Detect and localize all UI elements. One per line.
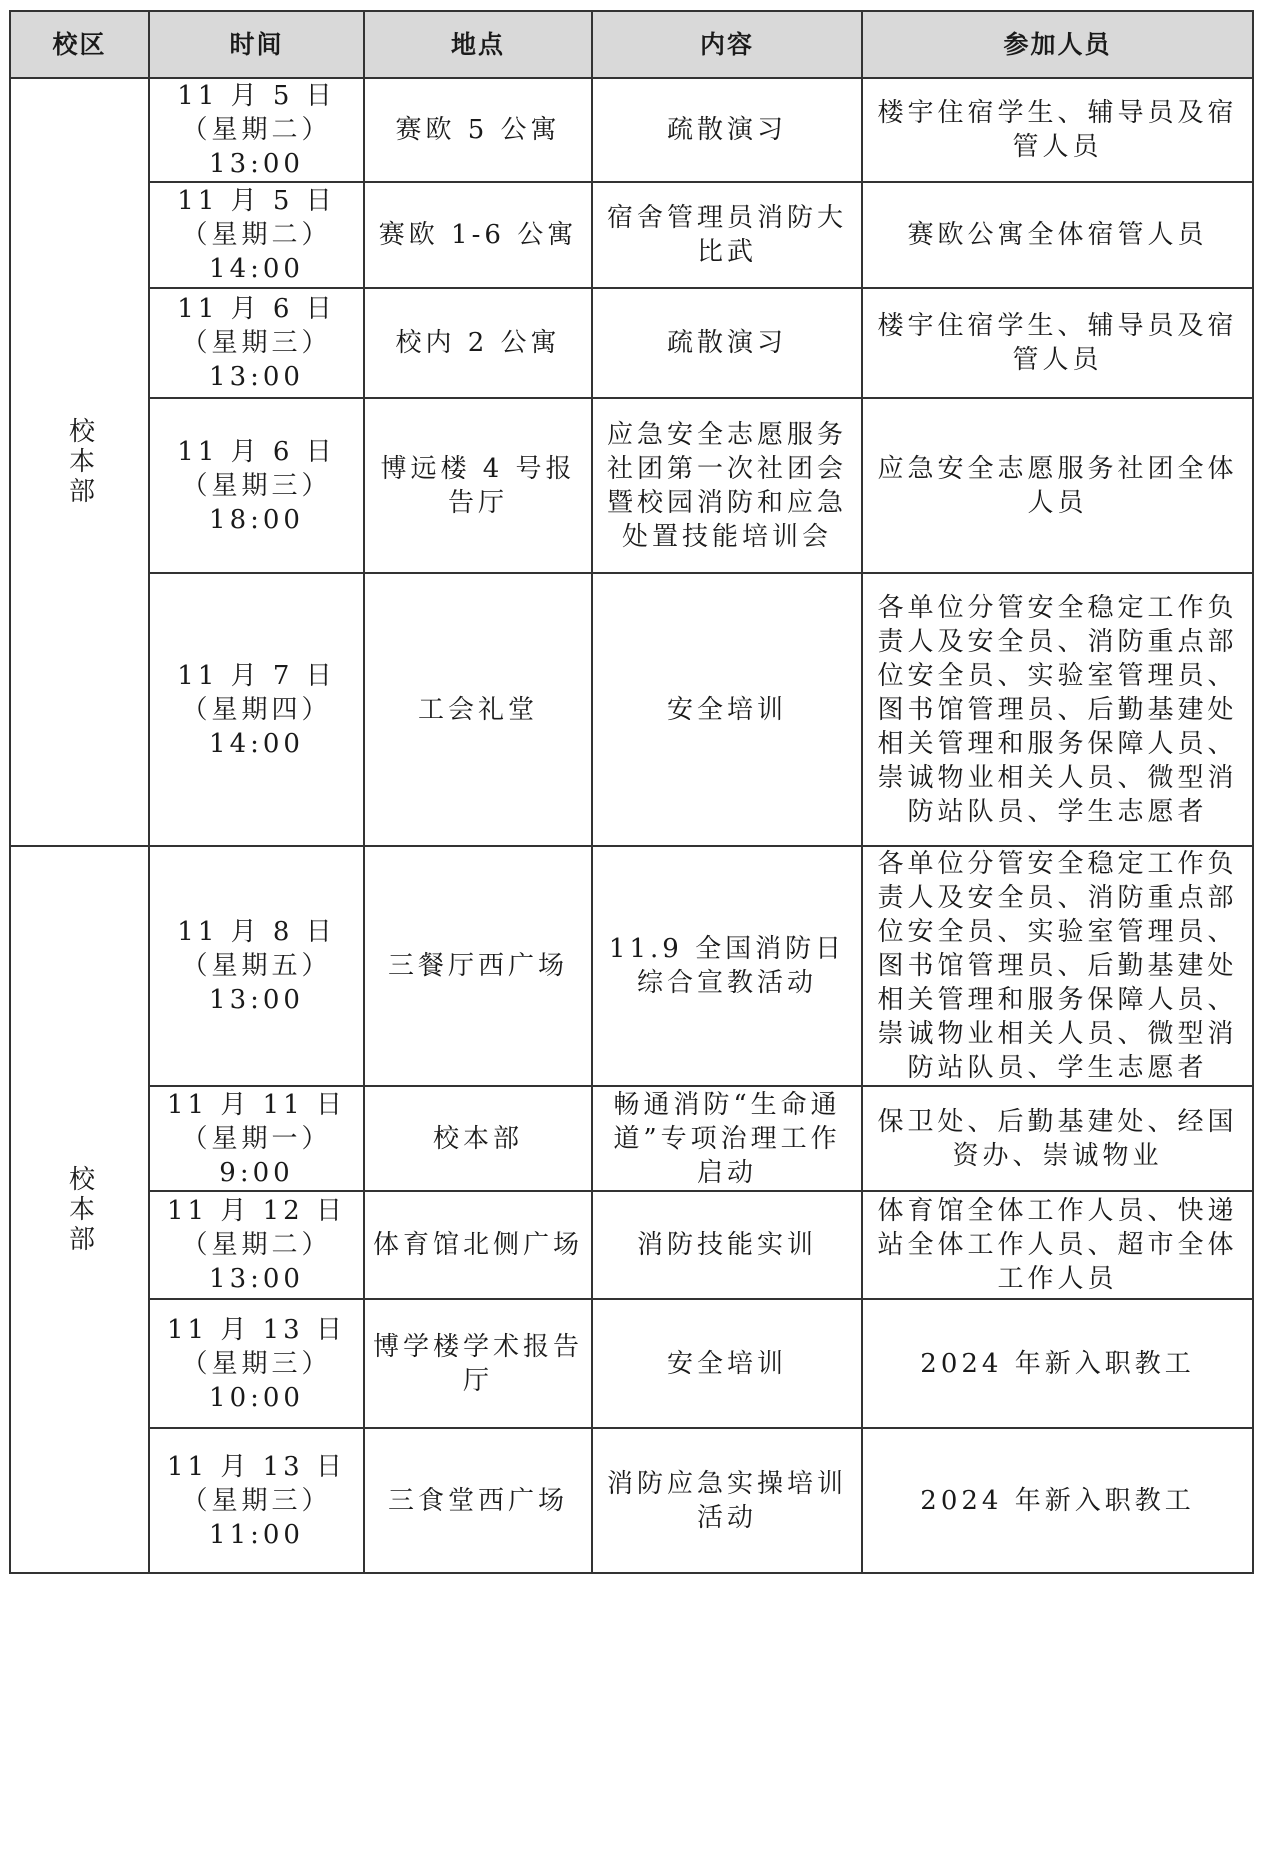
- content-cell: 11.9 全国消防日综合宣教活动: [592, 846, 862, 1086]
- date-text: 11 月 5 日: [177, 81, 336, 111]
- clock-text: 13:00: [209, 985, 304, 1015]
- content-cell: 应急安全志愿服务社团第一次社团会暨校园消防和应急处置技能培训会: [592, 398, 862, 573]
- weekday-text: （星期三）: [181, 328, 332, 358]
- content-cell: 宿舍管理员消防大比武: [592, 182, 862, 288]
- weekday-text: （星期三）: [181, 1485, 332, 1516]
- header-row: [10, 11, 1253, 78]
- people-cell: 楼宇住宿学生、辅导员及宿管人员: [862, 288, 1253, 398]
- place-cell: 校内 2 公寓: [364, 288, 592, 398]
- date-text: 11 月 13 日: [167, 1314, 346, 1345]
- time-cell: [149, 1428, 364, 1573]
- schedule-table: [9, 10, 1254, 1574]
- date-text: 11 月 13 日: [167, 1451, 346, 1482]
- time-cell: [149, 78, 364, 182]
- header-content: 内容: [592, 11, 862, 78]
- place-cell: 赛欧 5 公寓: [364, 78, 592, 182]
- place-cell: 工会礼堂: [364, 573, 592, 846]
- place-cell: 三餐厅西广场: [364, 846, 592, 1086]
- clock-text: 13:00: [209, 1264, 304, 1294]
- campus-label: 校本部: [64, 417, 95, 507]
- people-cell: 各单位分管安全稳定工作负责人及安全员、消防重点部位安全员、实验室管理员、图书馆管理员、后勤基建处相关管理和服务保障人员、崇诚物业相关人员、微型消防站队员、学生志愿者: [862, 846, 1253, 1086]
- campus-cell: [10, 846, 149, 1573]
- place-cell: 体育馆北侧广场: [364, 1191, 592, 1299]
- clock-text: 14:00: [209, 728, 304, 759]
- date-text: 11 月 6 日: [177, 436, 336, 467]
- people-cell: 2024 年新入职教工: [862, 1299, 1253, 1428]
- clock-text: 13:00: [209, 149, 304, 179]
- content-cell: 畅通消防“生命通道”专项治理工作启动: [592, 1086, 862, 1191]
- header-time: 时间: [149, 11, 364, 78]
- people-cell: 保卫处、后勤基建处、经国资办、崇诚物业: [862, 1086, 1253, 1191]
- time-cell: [149, 1299, 364, 1428]
- place-cell: 博远楼 4 号报告厅: [364, 398, 592, 573]
- date-text: 11 月 8 日: [177, 917, 336, 947]
- time-cell: [149, 398, 364, 573]
- place-cell: 三食堂西广场: [364, 1428, 592, 1573]
- table-row: [10, 1191, 1253, 1299]
- date-text: 11 月 11 日: [167, 1089, 346, 1120]
- table-row: [10, 398, 1253, 573]
- weekday-text: （星期四）: [181, 694, 332, 725]
- table-row: [10, 78, 1253, 182]
- table-row: [10, 573, 1253, 846]
- place-cell: 校本部: [364, 1086, 592, 1191]
- clock-text: 11:00: [209, 1519, 304, 1550]
- content-cell: 消防技能实训: [592, 1191, 862, 1299]
- campus-label: 校本部: [64, 1164, 95, 1255]
- table-row: [10, 288, 1253, 398]
- table-row: [10, 846, 1253, 1086]
- people-cell: 楼宇住宿学生、辅导员及宿管人员: [862, 78, 1253, 182]
- clock-text: 14:00: [209, 254, 304, 284]
- date-text: 11 月 5 日: [177, 186, 336, 216]
- time-cell: [149, 182, 364, 288]
- time-cell: [149, 288, 364, 398]
- table-row: [10, 1086, 1253, 1191]
- weekday-text: （星期二）: [181, 115, 332, 145]
- clock-text: 18:00: [209, 504, 304, 535]
- content-cell: 安全培训: [592, 1299, 862, 1428]
- content-cell: 疏散演习: [592, 288, 862, 398]
- date-text: 11 月 12 日: [167, 1196, 346, 1226]
- weekday-text: （星期三）: [181, 1348, 332, 1379]
- table-row: [10, 1428, 1253, 1573]
- table-row: [10, 182, 1253, 288]
- date-text: 11 月 7 日: [177, 660, 336, 691]
- weekday-text: （星期三）: [181, 470, 332, 501]
- header-people: 参加人员: [862, 11, 1253, 78]
- weekday-text: （星期二）: [181, 220, 332, 250]
- header-campus: 校区: [10, 11, 149, 78]
- weekday-text: （星期五）: [181, 951, 332, 981]
- time-cell: [149, 1191, 364, 1299]
- place-cell: 赛欧 1-6 公寓: [364, 182, 592, 288]
- clock-text: 9:00: [219, 1157, 294, 1188]
- content-cell: 消防应急实操培训活动: [592, 1428, 862, 1573]
- people-cell: 应急安全志愿服务社团全体人员: [862, 398, 1253, 573]
- date-text: 11 月 6 日: [177, 294, 336, 324]
- weekday-text: （星期二）: [181, 1230, 332, 1260]
- people-cell: 各单位分管安全稳定工作负责人及安全员、消防重点部位安全员、实验室管理员、图书馆管理员、后勤基建处相关管理和服务保障人员、崇诚物业相关人员、微型消防站队员、学生志愿者: [862, 573, 1253, 846]
- people-cell: 体育馆全体工作人员、快递站全体工作人员、超市全体工作人员: [862, 1191, 1253, 1299]
- campus-cell: [10, 78, 149, 846]
- header-place: 地点: [364, 11, 592, 78]
- weekday-text: （星期一）: [181, 1123, 332, 1154]
- time-cell: [149, 573, 364, 846]
- content-cell: 安全培训: [592, 573, 862, 846]
- people-cell: 2024 年新入职教工: [862, 1428, 1253, 1573]
- clock-text: 10:00: [209, 1382, 304, 1413]
- clock-text: 13:00: [209, 362, 304, 392]
- table-row: [10, 1299, 1253, 1428]
- time-cell: [149, 1086, 364, 1191]
- time-cell: [149, 846, 364, 1086]
- content-cell: 疏散演习: [592, 78, 862, 182]
- people-cell: 赛欧公寓全体宿管人员: [862, 182, 1253, 288]
- place-cell: 博学楼学术报告厅: [364, 1299, 592, 1428]
